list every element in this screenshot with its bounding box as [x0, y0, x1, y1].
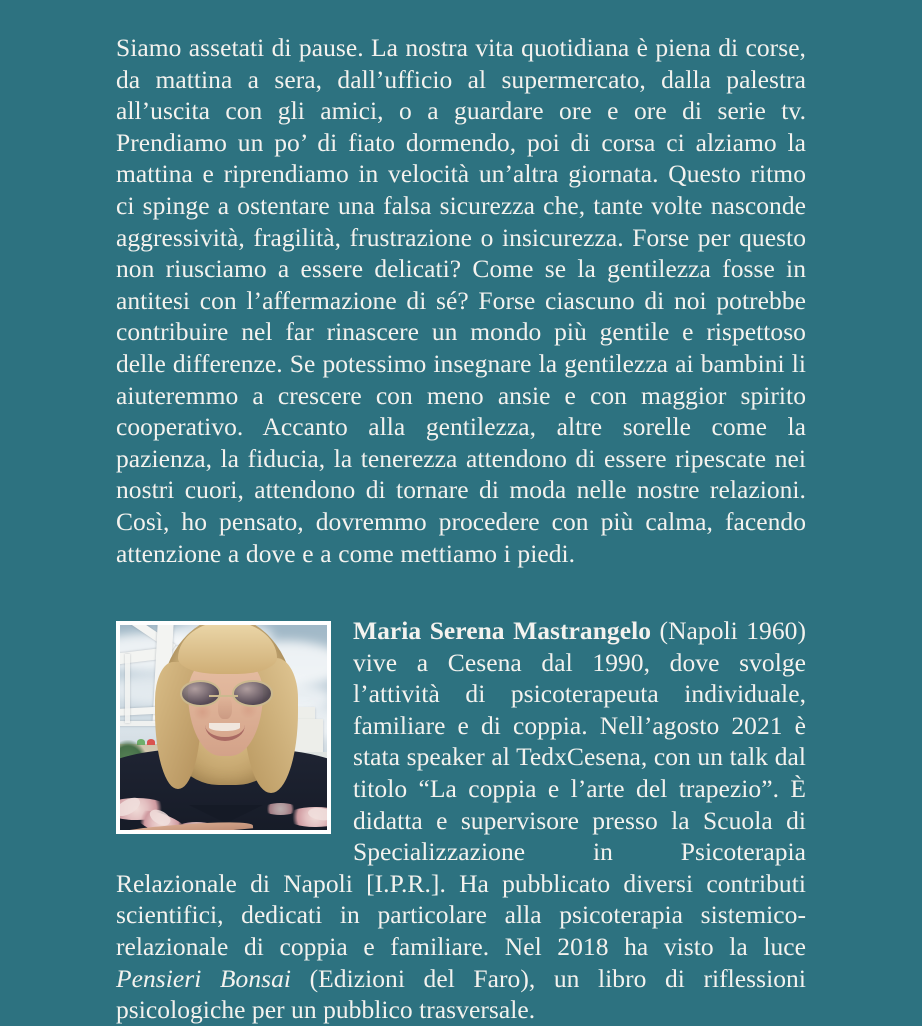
person-bangs	[178, 625, 277, 674]
sunglasses-lens-right	[232, 680, 273, 707]
author-bio-part-1: (Napoli 1960) vive a Cesena dal 1990, dove svolge l’attività di psicoterapeuta individuale, familiare e di coppia. Nell’agosto 2021 è stata speaker al TedxCesena, con un talk dal titolo “La coppia e l’arte del trapezio”. È didatta e supervisore presso la Scuola di Specializzazione in Psicoterapia Relazionale di Napoli [I.P.R.]. Ha pubblicato diversi contributi scientifici, dedicati in particolare alla psicoterapia sistemico-relazionale di coppia e familiare. Nel 2018 ha visto la luce	[116, 616, 806, 961]
author-bio-part-2: (Edizioni del Faro), un libro di riflessioni psicologiche per un pubblico trasversale.	[116, 964, 806, 1025]
book-title: Pensieri Bonsai	[116, 964, 291, 993]
sunglasses-bridge	[209, 695, 238, 718]
author-photo-frame	[116, 621, 331, 834]
author-bio-block	[116, 615, 806, 1026]
author-portrait-image	[120, 625, 327, 830]
author-name: Maria Serena Mastrangelo	[353, 616, 651, 645]
main-paragraph: Siamo assetati di pause. La nostra vita quotidiana è piena di corse, da mattina a sera, dall’ufficio al supermercato, dalla palestra all’uscita con gli amici, o a guardare ore e ore di serie tv. Prendiamo un po’ di fiato dormendo, poi di corsa ci alziamo la mattina e riprendiamo in velocità un’altra giornata. Questo ritmo ci spinge a ostentare una falsa sicurezza che, tante volte nasconde aggressività, fragilità, frustrazione o insicurezza. Forse per questo non riusciamo a essere delicati? Come se la gentilezza fosse in antitesi con l’affermazione di sé? Forse ciascuno di noi potrebbe contribuire nel far rinascere un mondo più gentile e rispettoso delle differenze. Se potessimo insegnare la gentilezza ai bambini li aiuteremmo a crescere con meno ansie e con maggior spirito cooperativo. Accanto alla gentilezza, altre sorelle come la pazienza, la fiducia, la tenerezza attendono di essere ripescate nei nostri cuori, attendono di tornare di moda nelle nostre relazioni. Così, ho pensato, dovremmo procedere con più calma, facendo attenzione a dove e a come mettiamo i piedi.	[116, 32, 806, 569]
page-content	[116, 32, 806, 1026]
pergola-post	[125, 654, 130, 724]
smile-shape	[205, 721, 245, 740]
